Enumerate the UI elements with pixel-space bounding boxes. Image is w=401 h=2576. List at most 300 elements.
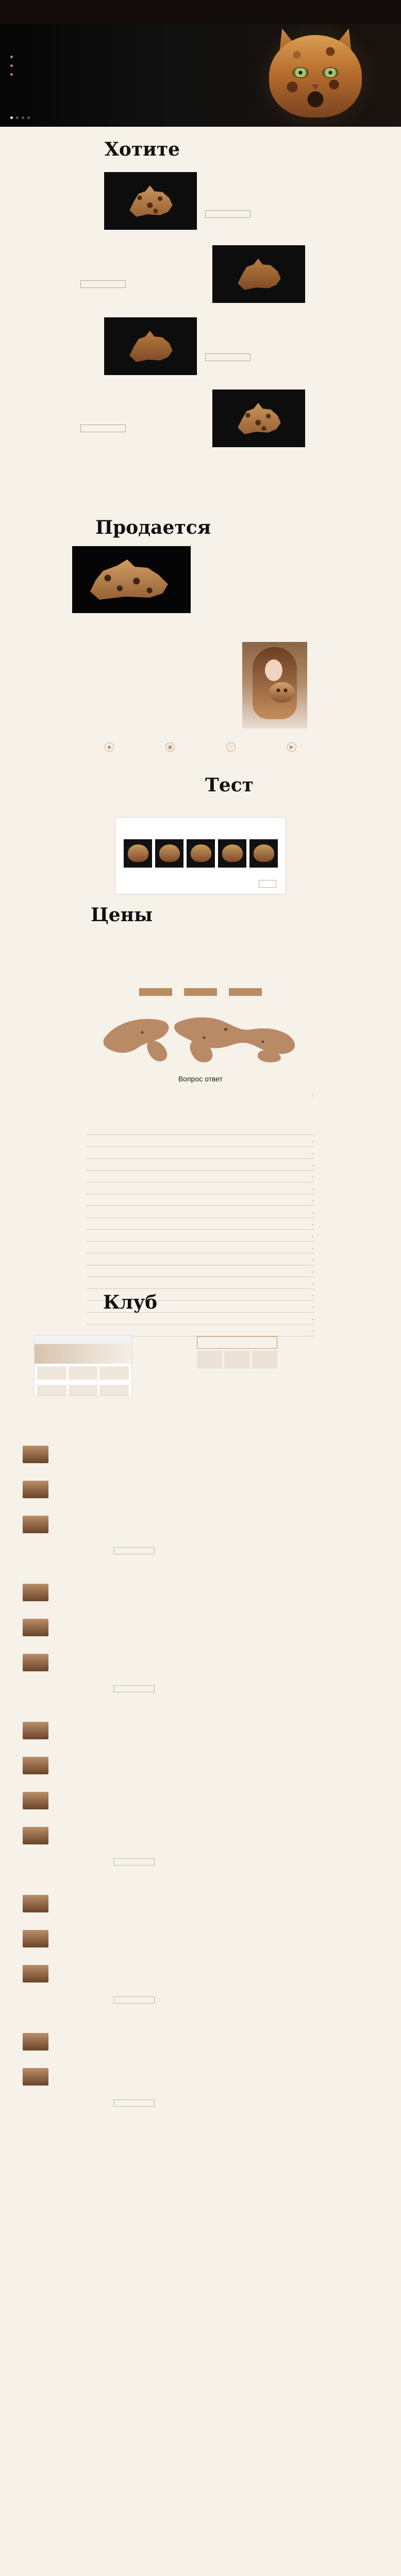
map-pin xyxy=(203,1037,206,1039)
cat-image xyxy=(222,844,243,862)
article-text xyxy=(54,1722,378,1726)
hero-slider-dot[interactable] xyxy=(22,116,24,119)
about-paragraph xyxy=(80,666,228,670)
faq-item[interactable] xyxy=(87,1242,314,1253)
faq-item-head[interactable] xyxy=(87,1245,314,1250)
test-section xyxy=(0,773,401,897)
prices-section xyxy=(0,901,401,1065)
club-heading xyxy=(103,1293,186,1319)
breed-card xyxy=(22,172,379,233)
price-line xyxy=(205,958,254,962)
articles-section xyxy=(0,1431,401,2576)
article-text xyxy=(54,1930,378,1935)
features-row xyxy=(0,742,401,769)
article-card[interactable] xyxy=(23,1785,378,1809)
quiz-option-image xyxy=(218,839,246,868)
faq-item[interactable] xyxy=(87,1230,314,1242)
article-thumbnail xyxy=(23,1481,48,1498)
breed-card-description xyxy=(205,184,308,207)
breed-photo xyxy=(212,389,305,447)
quiz-option-image xyxy=(187,839,215,868)
chevron-down-icon: ⌄ xyxy=(311,1316,314,1321)
about-kicker xyxy=(192,634,243,641)
faq-item-head[interactable] xyxy=(87,1162,314,1167)
cat-image xyxy=(159,844,180,862)
article-more-button[interactable] xyxy=(113,1685,155,1692)
prices-heading xyxy=(91,906,183,931)
article-title[interactable] xyxy=(23,1647,378,1652)
article-text xyxy=(54,1481,378,1485)
faq-item[interactable] xyxy=(87,1265,314,1277)
price-line xyxy=(263,948,312,953)
hero-subtitle xyxy=(10,38,134,45)
article-group-title xyxy=(0,2016,401,2022)
chevron-down-icon: ⌄ xyxy=(311,1328,314,1333)
club-title: Клуб xyxy=(103,1292,158,1313)
price-line xyxy=(205,962,254,967)
hero-bullet xyxy=(10,54,134,60)
quiz-option-label xyxy=(155,870,183,874)
price-line xyxy=(89,953,138,958)
article-title[interactable] xyxy=(23,1474,378,1479)
article-body xyxy=(23,1895,378,1912)
article-text xyxy=(54,2068,378,2073)
article-more-button[interactable] xyxy=(113,1547,155,1554)
chevron-down-icon: ⌄ xyxy=(311,1233,314,1238)
sale-label xyxy=(202,583,295,589)
price-column-head xyxy=(147,944,196,948)
quiz-option-label xyxy=(124,870,152,874)
article-title[interactable] xyxy=(23,1715,378,1720)
article-thumbnail xyxy=(23,1827,48,1844)
about-paragraph xyxy=(80,674,228,679)
hero-bullet xyxy=(10,71,134,77)
article-card[interactable] xyxy=(23,1923,378,1947)
article-title[interactable] xyxy=(23,1820,378,1825)
price-action-button[interactable] xyxy=(184,988,217,996)
faq-item[interactable] xyxy=(87,1206,314,1218)
faq-item-head[interactable] xyxy=(87,1221,314,1226)
price-column xyxy=(205,944,254,967)
quiz-footer xyxy=(125,880,276,888)
hero-section xyxy=(0,24,401,127)
sale-label xyxy=(202,552,295,558)
article-title[interactable] xyxy=(23,2026,378,2031)
price-line xyxy=(147,948,196,953)
kitten-image xyxy=(85,555,177,607)
chevron-down-icon: ⌄ xyxy=(311,1292,314,1297)
article-text xyxy=(54,1516,378,1520)
article-group-title xyxy=(0,1567,401,1573)
club-preview-tile xyxy=(99,1366,129,1380)
article-body xyxy=(23,1446,378,1463)
article-card[interactable] xyxy=(23,1820,378,1844)
cat-image xyxy=(191,844,211,862)
club-site-preview xyxy=(34,1335,132,1396)
club-preview-tile xyxy=(69,1366,98,1380)
test-title: Тест xyxy=(205,774,254,796)
map-pin xyxy=(141,1031,144,1034)
article-title[interactable] xyxy=(23,1612,378,1617)
faq-answer xyxy=(87,1100,314,1128)
quiz-option-label xyxy=(187,870,215,874)
kitten-photo xyxy=(72,546,191,613)
breed-card-body xyxy=(205,176,308,220)
faq-item-head[interactable] xyxy=(87,1268,314,1274)
faq-item[interactable] xyxy=(87,1218,314,1230)
cat-in-hands xyxy=(269,682,295,703)
price-line xyxy=(147,953,196,958)
breed-card-description xyxy=(80,255,183,277)
quiz-options xyxy=(115,839,286,874)
article-card[interactable] xyxy=(23,1750,378,1774)
sale-value xyxy=(202,589,295,595)
faq-item[interactable] xyxy=(87,1171,314,1182)
hero-slider-dots xyxy=(10,116,30,119)
quiz-option-image xyxy=(155,839,183,868)
faq-item-head[interactable] xyxy=(87,1280,314,1285)
prices-title: Цены xyxy=(91,904,153,926)
article-card[interactable] xyxy=(23,1715,378,1739)
chevron-down-icon: ⌄ xyxy=(311,1092,314,1097)
quiz-option[interactable] xyxy=(155,839,183,874)
price-line xyxy=(205,948,254,953)
article-group-title xyxy=(0,1878,401,1884)
about-paragraph xyxy=(80,682,228,687)
want-section xyxy=(0,130,401,505)
article-body xyxy=(23,1930,378,1947)
price-line xyxy=(89,962,138,967)
quiz-box xyxy=(115,817,286,894)
breed-card-button[interactable] xyxy=(205,210,250,218)
club-section xyxy=(0,1293,401,1422)
breed-card-body xyxy=(80,391,183,434)
test-small-text xyxy=(178,805,281,810)
hero-slider-dot[interactable] xyxy=(10,116,13,119)
article-card[interactable] xyxy=(23,1509,378,1533)
article-thumbnail xyxy=(23,1965,48,1982)
quiz-option-image xyxy=(124,839,152,868)
sale-price xyxy=(202,597,295,606)
breed-card-button[interactable] xyxy=(80,425,126,432)
map-pin xyxy=(262,1041,264,1043)
article-text xyxy=(54,1446,378,1450)
article-body xyxy=(23,1722,378,1739)
article-text xyxy=(54,1584,378,1588)
faq-item[interactable] xyxy=(87,1253,314,1265)
article-text xyxy=(54,1827,378,1832)
breed-photo xyxy=(104,317,197,375)
price-line xyxy=(147,958,196,962)
article-thumbnail xyxy=(23,1446,48,1463)
article-more-button[interactable] xyxy=(113,1996,155,2004)
faq-answer-paragraph xyxy=(87,1124,314,1128)
chevron-down-icon: ⌄ xyxy=(311,1257,314,1262)
article-title[interactable] xyxy=(23,1577,378,1582)
faq-answer-paragraph xyxy=(87,1116,314,1121)
article-title[interactable] xyxy=(23,1439,378,1444)
about-section xyxy=(0,624,401,739)
price-column-head xyxy=(263,944,312,948)
chevron-down-icon: ⌄ xyxy=(311,1138,314,1143)
cat-image xyxy=(254,844,274,862)
test-heading xyxy=(178,776,281,810)
club-thumbnail xyxy=(197,1351,222,1368)
quiz-option[interactable] xyxy=(218,839,246,874)
price-line xyxy=(89,958,138,962)
sale-section xyxy=(0,508,401,621)
map-pin xyxy=(224,1028,227,1031)
faq-item[interactable] xyxy=(87,1194,314,1206)
article-thumbnail xyxy=(23,1516,48,1533)
article-text xyxy=(54,1792,378,1797)
chevron-down-icon: ⌄ xyxy=(311,1280,314,1285)
breed-photo xyxy=(104,172,197,230)
sale-value xyxy=(202,558,295,564)
sale-info xyxy=(202,548,295,606)
cat-eye-right xyxy=(323,68,338,77)
feature-item xyxy=(269,742,315,758)
price-line xyxy=(205,953,254,958)
club-thumbnail xyxy=(224,1351,249,1368)
club-preview-row xyxy=(35,1364,131,1382)
article-body xyxy=(23,1516,378,1533)
club-thumbnail xyxy=(252,1351,277,1368)
about-text xyxy=(80,666,228,690)
prices-table xyxy=(89,944,312,967)
want-subtitle xyxy=(96,161,189,169)
hero-bullets xyxy=(10,54,134,77)
article-thumbnail xyxy=(23,1895,48,1912)
article-group-title xyxy=(0,1705,401,1711)
breed-card-button[interactable] xyxy=(205,353,250,361)
breed-card-title xyxy=(80,391,183,397)
quiz-next-button[interactable] xyxy=(259,880,276,888)
feature-item xyxy=(86,742,132,758)
chevron-down-icon: ⌄ xyxy=(311,1174,314,1179)
feature-text xyxy=(86,754,132,758)
hero-bullet xyxy=(10,62,134,69)
price-column xyxy=(89,944,138,967)
owner-face xyxy=(265,659,282,681)
delivery-world-map xyxy=(96,1011,305,1063)
quiz-option[interactable] xyxy=(249,839,278,874)
club-thumbnails xyxy=(197,1351,277,1368)
breed-card xyxy=(22,245,379,306)
price-line xyxy=(147,962,196,967)
feature-text xyxy=(208,754,254,758)
breed-card-title xyxy=(205,319,308,326)
breed-card-title xyxy=(205,176,308,182)
article-title[interactable] xyxy=(23,1509,378,1514)
article-card[interactable] xyxy=(23,1577,378,1601)
cat-image xyxy=(128,844,148,862)
test-subtitle xyxy=(178,796,281,805)
article-title[interactable] xyxy=(23,1888,378,1893)
faq-item-head[interactable] xyxy=(87,1150,314,1155)
feature-text xyxy=(269,754,315,758)
article-thumbnail xyxy=(23,1584,48,1601)
article-title[interactable] xyxy=(23,2061,378,2066)
breed-card-body xyxy=(80,246,183,290)
club-brand xyxy=(197,1336,277,1349)
sale-heading xyxy=(95,518,219,548)
breed-card-title xyxy=(80,246,183,252)
chevron-down-icon: ⌄ xyxy=(311,1162,314,1167)
article-thumbnail xyxy=(23,1757,48,1774)
article-thumbnail xyxy=(23,1722,48,1739)
article-thumbnail xyxy=(23,2033,48,2050)
article-body xyxy=(23,1965,378,1982)
article-card[interactable] xyxy=(23,1958,378,1982)
delivery-title xyxy=(0,1002,401,1007)
article-body xyxy=(23,1792,378,1809)
breed-photo xyxy=(212,245,305,303)
faq-item[interactable] xyxy=(87,1182,314,1194)
article-thumbnail xyxy=(23,1792,48,1809)
quiz-option-label xyxy=(218,870,246,874)
article-text xyxy=(54,1895,378,1900)
about-title xyxy=(192,641,243,655)
faq-title: Вопрос ответ xyxy=(178,1075,223,1083)
breed-card xyxy=(22,317,379,378)
faq-item[interactable] xyxy=(87,1159,314,1171)
chevron-down-icon: ⌄ xyxy=(311,1221,314,1226)
article-thumbnail xyxy=(23,1930,48,1947)
quiz-option-image xyxy=(249,839,278,868)
price-action-button[interactable] xyxy=(139,988,172,996)
article-card[interactable] xyxy=(23,2061,378,2086)
club-preview-tile xyxy=(37,1366,66,1380)
cat-image xyxy=(123,181,179,223)
article-text xyxy=(54,1965,378,1970)
article-body xyxy=(23,1619,378,1636)
faq-answer-paragraph xyxy=(87,1108,314,1113)
chevron-down-icon: ⌄ xyxy=(311,1209,314,1214)
hero-slider-dot[interactable] xyxy=(27,116,30,119)
price-column xyxy=(147,944,196,967)
article-card[interactable] xyxy=(23,1439,378,1463)
price-action-button[interactable] xyxy=(229,988,262,996)
breed-card-description xyxy=(80,399,183,421)
article-group-title xyxy=(0,1431,401,1437)
faq-item-head[interactable] xyxy=(87,1138,314,1143)
article-title[interactable] xyxy=(23,1923,378,1928)
article-more-button[interactable] xyxy=(113,2099,155,2107)
faq-item[interactable] xyxy=(87,1147,314,1159)
quiz-option-label xyxy=(249,870,278,874)
price-line xyxy=(263,958,312,962)
article-title[interactable] xyxy=(23,1785,378,1790)
faq-item-head[interactable] xyxy=(87,1197,314,1202)
article-body xyxy=(23,1654,378,1671)
price-column-head xyxy=(89,944,138,948)
sale-value xyxy=(202,573,295,579)
article-card[interactable] xyxy=(23,1612,378,1636)
article-body xyxy=(23,2068,378,2086)
cat-image xyxy=(123,327,179,368)
faq-item[interactable] xyxy=(87,1089,314,1135)
browser-bar xyxy=(35,1336,131,1344)
faq-item-head[interactable] xyxy=(87,1174,314,1179)
faq-item-head[interactable] xyxy=(87,1233,314,1238)
faq-item-head[interactable] xyxy=(87,1092,314,1097)
club-preview-tile xyxy=(69,1385,98,1396)
want-title: Хотите xyxy=(104,139,180,160)
article-title[interactable] xyxy=(23,1958,378,1963)
price-line xyxy=(263,953,312,958)
feature-text xyxy=(147,754,193,758)
breed-card-button[interactable] xyxy=(80,280,126,288)
want-heading xyxy=(96,140,189,169)
chevron-down-icon: ⌄ xyxy=(311,1197,314,1202)
quiz-option[interactable] xyxy=(187,839,215,874)
price-line xyxy=(89,948,138,953)
article-text xyxy=(54,1757,378,1761)
club-preview-tile xyxy=(99,1385,129,1396)
chevron-down-icon: ⌄ xyxy=(311,1245,314,1250)
feature-item xyxy=(147,742,193,758)
heart-icon: ♡ xyxy=(226,742,236,752)
club-preview-row xyxy=(35,1382,131,1396)
club-banner xyxy=(35,1344,131,1364)
breed-card-description xyxy=(205,328,308,350)
faq-item-head[interactable] xyxy=(87,1209,314,1214)
article-card[interactable] xyxy=(23,1474,378,1498)
price-column xyxy=(263,944,312,967)
price-line xyxy=(263,962,312,967)
quiz-question xyxy=(115,826,286,832)
faq-item-head[interactable] xyxy=(87,1185,314,1191)
article-text xyxy=(54,2033,378,2038)
map-continent-south-america xyxy=(147,1041,167,1061)
faq-item[interactable] xyxy=(87,1135,314,1147)
club-preview-tile xyxy=(37,1385,66,1396)
article-body xyxy=(23,1481,378,1498)
document-icon: ▣ xyxy=(165,742,175,752)
quiz-option[interactable] xyxy=(124,839,152,874)
feature-item xyxy=(208,742,254,758)
article-text xyxy=(54,1619,378,1623)
faq-item[interactable] xyxy=(87,1277,314,1289)
breed-card-body xyxy=(205,319,308,363)
sale-label xyxy=(202,568,295,573)
article-body xyxy=(23,2033,378,2050)
article-more-button[interactable] xyxy=(113,1858,155,1866)
hero-slider-dot[interactable] xyxy=(16,116,19,119)
breed-card xyxy=(22,389,379,450)
article-title[interactable] xyxy=(23,1750,378,1755)
article-thumbnail xyxy=(23,1619,48,1636)
about-heading xyxy=(192,634,243,655)
sale-title: Продается xyxy=(95,517,211,538)
article-card[interactable] xyxy=(23,2026,378,2050)
article-thumbnail xyxy=(23,2068,48,2086)
article-card[interactable] xyxy=(23,1888,378,1912)
owner-photo xyxy=(242,642,307,728)
article-card[interactable] xyxy=(23,1647,378,1671)
chevron-down-icon: ⌄ xyxy=(311,1304,314,1309)
faq-item-head[interactable] xyxy=(87,1257,314,1262)
cat-image xyxy=(231,399,288,440)
article-body xyxy=(23,1827,378,1844)
chevron-down-icon: ⌄ xyxy=(311,1150,314,1155)
site-header xyxy=(0,0,401,24)
price-column-head xyxy=(205,944,254,948)
faq-answer-paragraph xyxy=(87,1100,314,1105)
chevron-down-icon: ⌄ xyxy=(311,1268,314,1274)
article-body xyxy=(23,1584,378,1601)
